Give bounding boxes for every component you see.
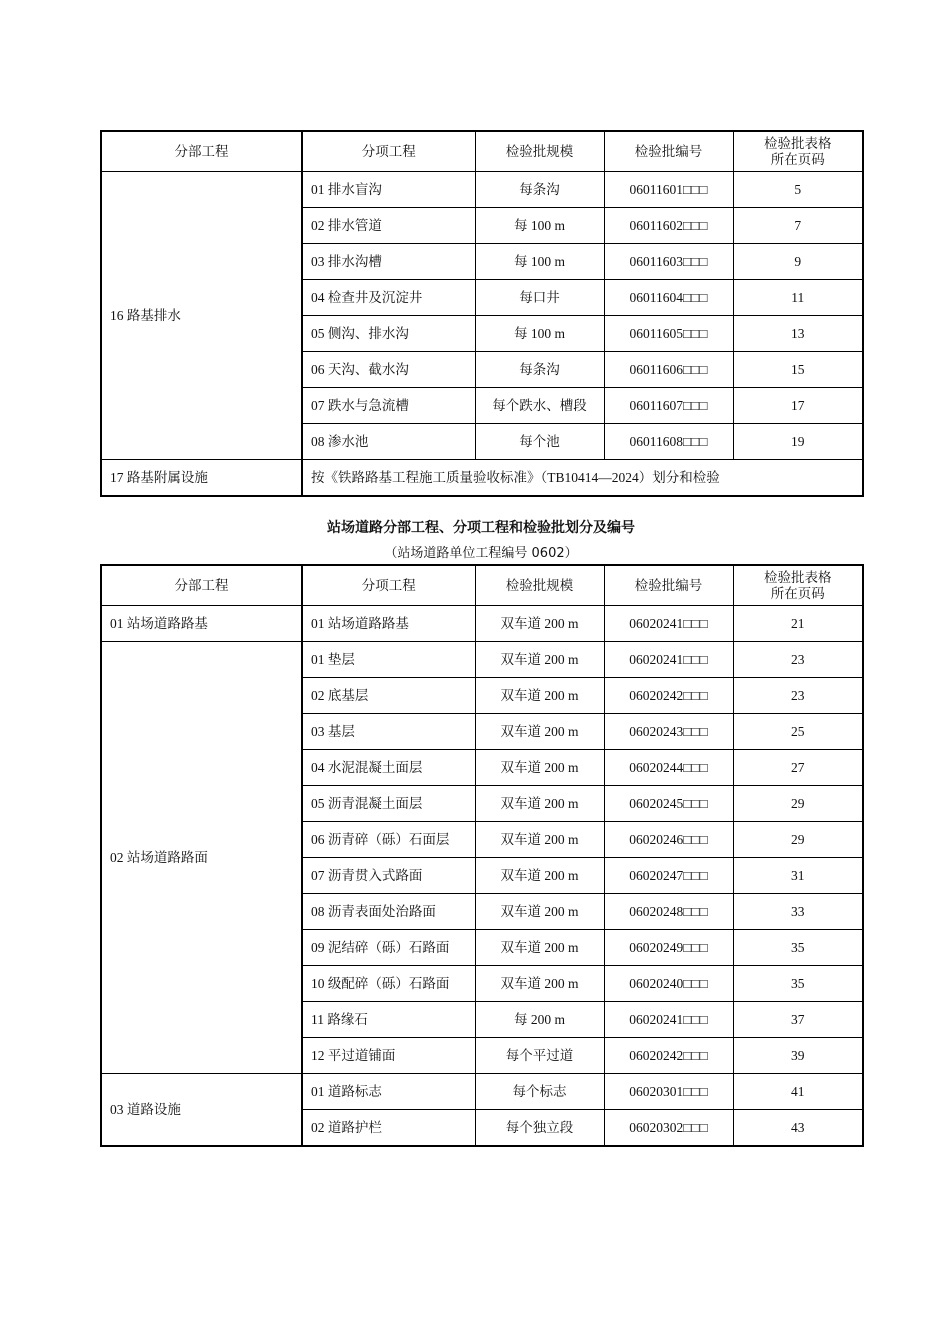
item-cell: 01 站场道路路基	[302, 606, 475, 642]
scale-cell: 双车道 200 m	[475, 786, 604, 822]
item-cell: 10 级配碎（砾）石路面	[302, 966, 475, 1002]
item-cell: 09 泥结碎（砾）石路面	[302, 930, 475, 966]
division-cell: 01 站场道路路基	[101, 606, 302, 642]
code-cell: 06011605□□□	[604, 316, 733, 352]
scale-cell: 双车道 200 m	[475, 858, 604, 894]
item-cell: 08 渗水池	[302, 424, 475, 460]
item-cell: 01 道路标志	[302, 1074, 475, 1110]
header-page-line2: 所在页码	[770, 585, 825, 601]
scale-cell: 双车道 200 m	[475, 678, 604, 714]
code-cell: 06020243□□□	[604, 714, 733, 750]
item-cell: 01 排水盲沟	[302, 172, 475, 208]
drainage-table	[100, 130, 864, 497]
scale-cell: 双车道 200 m	[475, 642, 604, 678]
page-cell: 11	[733, 280, 863, 316]
item-cell: 05 沥青混凝土面层	[302, 786, 475, 822]
scale-cell: 每口井	[475, 280, 604, 316]
page-cell: 9	[733, 244, 863, 280]
page-cell: 39	[733, 1038, 863, 1074]
page-cell: 23	[733, 678, 863, 714]
scale-cell: 每个跌水、槽段	[475, 388, 604, 424]
page-cell: 5	[733, 172, 863, 208]
scale-cell: 每 100 m	[475, 244, 604, 280]
header-page-line1: 检验批表格	[764, 569, 832, 585]
code-cell: 06020241□□□	[604, 1002, 733, 1038]
scale-cell: 双车道 200 m	[475, 822, 604, 858]
scale-cell: 双车道 200 m	[475, 750, 604, 786]
item-cell: 02 道路护栏	[302, 1110, 475, 1147]
scale-cell: 双车道 200 m	[475, 930, 604, 966]
page-cell: 31	[733, 858, 863, 894]
header-code: 检验批编号	[604, 565, 733, 606]
page-cell: 35	[733, 966, 863, 1002]
page-cell: 15	[733, 352, 863, 388]
division-cell: 03 道路设施	[101, 1074, 302, 1147]
code-cell: 06011601□□□	[604, 172, 733, 208]
header-item: 分项工程	[302, 565, 475, 606]
code-cell: 06011607□□□	[604, 388, 733, 424]
scale-cell: 每个平过道	[475, 1038, 604, 1074]
page-cell: 41	[733, 1074, 863, 1110]
page-cell: 29	[733, 822, 863, 858]
code-cell: 06011602□□□	[604, 208, 733, 244]
scale-cell: 每 100 m	[475, 208, 604, 244]
item-cell: 02 排水管道	[302, 208, 475, 244]
item-cell: 12 平过道铺面	[302, 1038, 475, 1074]
page-cell: 19	[733, 424, 863, 460]
code-cell: 06020242□□□	[604, 1038, 733, 1074]
header-page	[733, 131, 863, 172]
scale-cell: 每 200 m	[475, 1002, 604, 1038]
code-cell: 06020240□□□	[604, 966, 733, 1002]
division-cell: 16 路基排水	[101, 172, 302, 460]
table-row	[101, 460, 863, 497]
header-page-line1: 检验批表格	[764, 135, 832, 151]
code-cell: 06020301□□□	[604, 1074, 733, 1110]
scale-cell: 每个标志	[475, 1074, 604, 1110]
code-cell: 06020245□□□	[604, 786, 733, 822]
header-scale: 检验批规模	[475, 131, 604, 172]
code-cell: 06020241□□□	[604, 606, 733, 642]
scale-cell: 双车道 200 m	[475, 894, 604, 930]
code-cell: 06020241□□□	[604, 642, 733, 678]
page-cell: 7	[733, 208, 863, 244]
station-road-table	[100, 564, 864, 1147]
scale-cell: 每个池	[475, 424, 604, 460]
code-cell: 06020244□□□	[604, 750, 733, 786]
section-title: 站场道路分部工程、分项工程和检验批划分及编号	[327, 520, 635, 536]
item-cell: 11 路缘石	[302, 1002, 475, 1038]
item-cell: 01 垫层	[302, 642, 475, 678]
header-page-line2: 所在页码	[770, 151, 825, 167]
code-cell: 06020249□□□	[604, 930, 733, 966]
page-cell: 29	[733, 786, 863, 822]
item-cell: 07 沥青贯入式路面	[302, 858, 475, 894]
item-cell: 04 检查井及沉淀井	[302, 280, 475, 316]
table-row	[101, 172, 863, 208]
table-row	[101, 642, 863, 678]
header-code: 检验批编号	[604, 131, 733, 172]
scale-cell: 每 100 m	[475, 316, 604, 352]
scale-cell: 每个独立段	[475, 1110, 604, 1147]
header-division: 分部工程	[101, 565, 302, 606]
scale-cell: 双车道 200 m	[475, 606, 604, 642]
page-cell: 23	[733, 642, 863, 678]
division-cell: 02 站场道路路面	[101, 642, 302, 1074]
page-cell: 33	[733, 894, 863, 930]
item-cell: 07 跌水与急流槽	[302, 388, 475, 424]
page-cell: 21	[733, 606, 863, 642]
code-cell: 06011606□□□	[604, 352, 733, 388]
page-cell: 17	[733, 388, 863, 424]
header-item: 分项工程	[302, 131, 475, 172]
division-cell: 17 路基附属设施	[101, 460, 302, 497]
item-cell: 06 天沟、截水沟	[302, 352, 475, 388]
code-cell: 06020247□□□	[604, 858, 733, 894]
page-cell: 25	[733, 714, 863, 750]
scale-cell: 双车道 200 m	[475, 966, 604, 1002]
note-cell: 按《铁路路基工程施工质量验收标准》（TB10414—2024）划分和检验	[302, 460, 863, 497]
scale-cell: 双车道 200 m	[475, 714, 604, 750]
table-header-row	[101, 131, 863, 172]
code-cell: 06020248□□□	[604, 894, 733, 930]
code-cell: 06011603□□□	[604, 244, 733, 280]
page-cell: 37	[733, 1002, 863, 1038]
item-cell: 05 侧沟、排水沟	[302, 316, 475, 352]
table-header-row	[101, 565, 863, 606]
scale-cell: 每条沟	[475, 352, 604, 388]
code-cell: 06020302□□□	[604, 1110, 733, 1147]
section-subtitle: （站场道路单位工程编号 0602）	[384, 546, 578, 561]
header-page	[733, 565, 863, 606]
item-cell: 03 排水沟槽	[302, 244, 475, 280]
code-cell: 06020246□□□	[604, 822, 733, 858]
table-row	[101, 1074, 863, 1110]
item-cell: 02 底基层	[302, 678, 475, 714]
item-cell: 08 沥青表面处治路面	[302, 894, 475, 930]
code-cell: 06020242□□□	[604, 678, 733, 714]
code-cell: 06011604□□□	[604, 280, 733, 316]
table-row	[101, 606, 863, 642]
scale-cell: 每条沟	[475, 172, 604, 208]
item-cell: 03 基层	[302, 714, 475, 750]
item-cell: 04 水泥混凝土面层	[302, 750, 475, 786]
page-cell: 43	[733, 1110, 863, 1147]
page-cell: 27	[733, 750, 863, 786]
item-cell: 06 沥青碎（砾）石面层	[302, 822, 475, 858]
page-cell: 13	[733, 316, 863, 352]
code-cell: 06011608□□□	[604, 424, 733, 460]
page-cell: 35	[733, 930, 863, 966]
header-division: 分部工程	[101, 131, 302, 172]
header-scale: 检验批规模	[475, 565, 604, 606]
